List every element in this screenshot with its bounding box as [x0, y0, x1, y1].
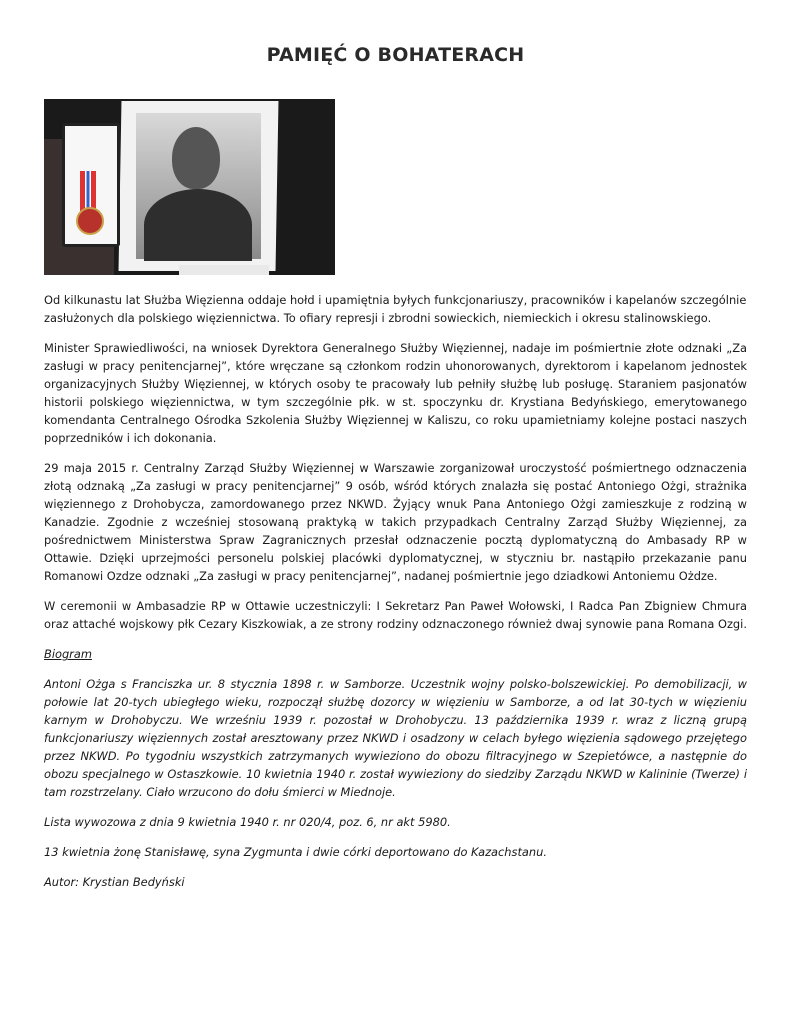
paragraph-ceremony-ottawa: W ceremonii w Ambasadzie RP w Ottawie uczestniczyli: I Sekretarz Pan Paweł Wołowski, I Radca Pan Zbigniew Chmura oraz attaché wojskowy płk Cezary Kiszkowiak, a ze strony rodziny odznaczonego również dwaj synowie pana Romana Ozgi. — [44, 599, 747, 631]
portrait-head — [172, 127, 220, 189]
biogram-heading: Biogram — [44, 647, 92, 661]
medal-icon — [76, 207, 104, 235]
paragraph-intro: Od kilkunastu lat Służba Więzienna oddaje hołd i upamiętnia byłych funkcjonariuszy, pracowników i kapelanów szczególnie zasłużonych dla polskiego więziennictwa. To ofiary represji i zbrodni sowieckich, niemieckich i okresu stalinowskiego. — [44, 293, 747, 325]
medal-ribbon — [80, 171, 96, 211]
author-line: Autor: Krystian Bedyński — [44, 875, 185, 889]
biogram-text: Antoni Ożga s Franciszka ur. 8 stycznia 1898 r. w Samborze. Uczestnik wojny polsko-bolszewickiej. Po demobilizacji, w połowie lat 20-tych ubiegłego wieku, rozpoczął służbę dozorcy w więzieniu w Samborze, a od lat 30-tych w więzieniu karnym w Drohobyczu. We wrześniu 1939 r. pozostał w Drohobyczu. 13 października 1939 r. wraz z liczną grupą funkcjonariuszy więziennych został aresztowany przez NKWD i osadzony w celach byłego więzienia sądowego przejętego przez NKWD. Po tygodniu wszystkich zatrzymanych wywieziono do obozu filtracyjnego w Szepietówce, a następnie do obozu specjalnego w Ostaszkowie. 10 kwietnia 1940 r. został wywieziony do siedziby Zarządu NKWD w Kalininie (Twerze) i tam rozstrzelany. Ciało wrzucono do dołu śmierci w Miednoje. — [44, 677, 747, 799]
paragraph-ceremony-warsaw: 29 maja 2015 r. Centralny Zarząd Służby Więziennej w Warszawie zorganizował uroczystość pośmiertnego odznaczenia złotą odznaką „Za zasługi w pracy penitencjarnej” 9 osób, wśród których znalazła się postać Antoniego Ożgi, strażnika więziennego z Drohobycza, zamordowanego przez NKWD. Żyjący wnuk Pana Antoniego Ożgi zamieszkuje z rodziną w Kanadzie. Zgodnie z wcześniej stosowaną praktyką w takich przypadkach Centralny Zarząd Służby Więziennej, za pośrednictwem Ministerstwa Spraw Zagranicznych przesłał odznaczenie pocztą dyplomatyczną do Ambasady RP w Ottawie. Dzięki uprzejmości personelu polskiej placówki dyplomatycznej, w styczniu br. nastąpiło przekazanie panu Romanowi Ozdze odznaki „Za zasługi w pracy penitencjarnej”, nadanej pośmiertnie jego dziadkowi Antoniemu Ożdze. — [44, 461, 747, 583]
paragraph-minister: Minister Sprawiedliwości, na wniosek Dyrektora Generalnego Służby Więziennej, nadaje im pośmiertnie złote odznaki „Za zasługi w pracy penitencjarnej”, które wręczane są członkom rodzin uhonorowanych, dyrektorom i kapelanom jednostek organizacyjnych Służby Więziennej, w których osoby te pracowały lub pełniły służbę lub posługę. Staraniem pasjonatów historii polskiego więziennictwa, w tym szczególnie płk. w st. spoczynku dr. Krystiana Bedyńskiego, emerytowanego komendanta Centralnego Ośrodka Szkolenia Służby Więziennej w Kaliszu, co roku upamietniamy kolejne postaci naszych poprzedników i ich dokonania. — [44, 341, 747, 445]
biogram-list: Lista wywozowa z dnia 9 kwietnia 1940 r. nr 020/4, poz. 6, nr akt 5980. — [44, 815, 451, 829]
page-title: PAMIĘĆ O BOHATERACH — [266, 44, 525, 66]
biogram-family: 13 kwietnia żonę Stanisławę, syna Zygmunta i dwie córki deportowano do Kazachstanu. — [44, 845, 547, 859]
portrait-and-medal-photo — [44, 99, 335, 275]
portrait-uniform — [144, 189, 252, 261]
photo-caption-card — [179, 265, 269, 275]
